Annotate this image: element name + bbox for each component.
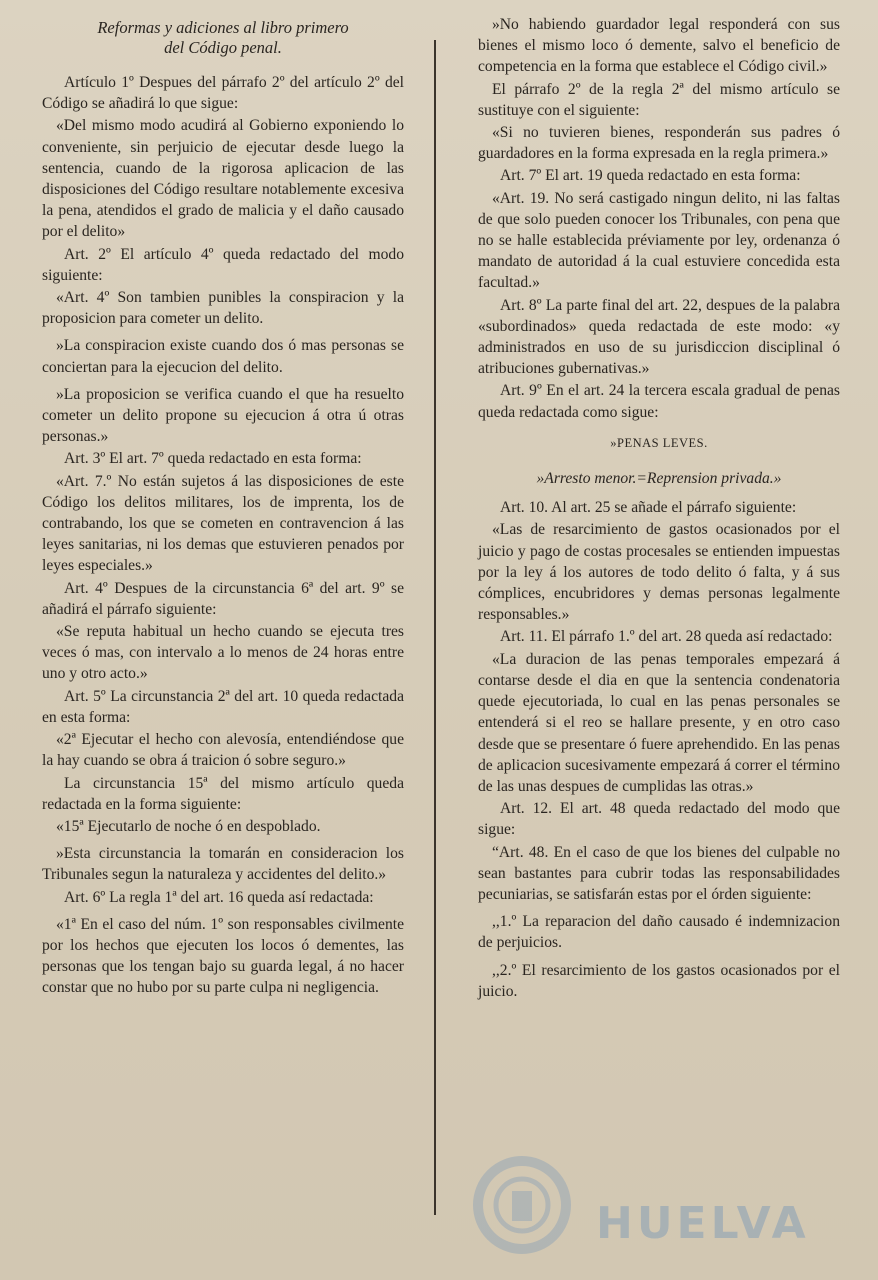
right-paragraph-3: «Si no tuvieren bienes, responderán sus padres ó guardadores en la forma expresada en la regla primera.» [478,124,840,163]
left-paragraph-10: «Se reputa habitual un hecho cuando se ejecuta tres veces ó mas, con intervalo a lo menos de 24 horas entre uno y otro acto.» [42,623,404,683]
right-paragraph-8: Art. 10. Al art. 25 se añade el párrafo siguiente: [500,499,797,517]
left-paragraph-7: Art. 3º El art. 7º queda redactado en esta forma: [64,450,362,468]
right-paragraph-9: «Las de resarcimiento de gastos ocasionados por el juicio y pago de costas procesales se entienden impuestas por la ley á los autores de todo delito ó falta, y á sus cómplices, encubridores y demas personas legalmente responsables.» [478,521,840,624]
right-paragraph-13: “Art. 48. En el caso de que los bienes del culpable no sean bastantes para cubrir todas las responsabilidades pecuniarias, se satisfarán estas por el órden siguiente: [478,843,840,903]
left-paragraph-9: Art. 4º Despues de la circunstancia 6ª del art. 9º se añadirá el párrafo siguiente: [42,579,404,618]
left-paragraph-4: «Art. 4º Son tambien punibles la conspiracion y la proposicion para cometer un delito. [42,289,404,328]
right-paragraph-11: «La duracion de las penas temporales empezará á contarse desde el dia en que la sentencia condenatoria quede ejecutoriada, lo cual en las penas personales se entenderá si el reo se hallare presente, y en otro caso desde que se presentare ó fuere aprehendido. En las penas de aplicacion sucesivamente empezará á correr el término de las unas despues de cumplidas las otras.» [478,650,840,795]
left-paragraph-13: La circunstancia 15ª del mismo artículo queda redactada en la forma siguiente: [42,774,404,813]
left-paragraph-8: «Art. 7.º No están sujetos á las disposiciones de este Código los delitos militares, los de imprenta, los de contrabando, los que se cometen en contravencion á las leyes sanitarias, ni los demas que estuvieren penados por leyes especiales.» [42,472,404,575]
right-paragraph-4: Art. 7º El art. 19 queda redactado en esta forma: [500,167,801,185]
right-paragraph-10: Art. 11. El párrafo 1.º del art. 28 queda así redactado: [500,628,833,646]
left-paragraph-17: «1ª En el caso del núm. 1º son responsables civilmente por los hechos que ejecuten los locos ó dementes, las personas que los tengan bajo su guarda legal, á no hacer constar que no hubo por su parte culpa ni negligencia. [42,915,404,997]
right-paragraph-6: Art. 8º La parte final del art. 22, despues de la palabra «subordinados» queda redactada de este modo: «y administrados en uso de su jurisdiccion disciplinal ó atribuciones gubernativas.» [478,296,840,378]
right-paragraph-14: ,,1.º La reparacion del daño causado é indemnizacion de perjuicios. [478,913,840,952]
right-paragraph-2: El párrafo 2º de la regla 2ª del mismo artículo se sustituye con el siguiente: [478,80,840,119]
section-subheading: »Arresto menor.=Reprension privada.» [536,470,782,488]
column-divider [434,40,436,1215]
right-paragraph-15: ,,2.º El resarcimiento de los gastos ocasionados por el juicio. [478,961,840,1000]
right-paragraph-7: Art. 9º En el art. 24 la tercera escala gradual de penas queda redactada como sigue: [478,382,840,421]
left-paragraph-6: »La proposicion se verifica cuando el que ha resuelto cometer un delito propone su ejecucion á otra ú otras personas.» [42,385,404,446]
left-paragraph-16: Art. 6º La regla 1ª del art. 16 queda así redactada: [64,888,374,906]
left-paragraph-2: «Del mismo modo acudirá al Gobierno exponiendo lo conveniente, sin perjuicio de ejecutar desde luego la sentencia, cuando de la rigorosa aplicacion de las disposiciones del Código resultare notablemente excesiva la pena, atendidos el grado de malicia y el daño causado por el delito» [42,117,404,241]
left-paragraph-12: «2ª Ejecutar el hecho con alevosía, entendiéndose que la hay cuando se obra á traicion ó sobre seguro.» [42,731,404,770]
right-paragraph-5: «Art. 19. No será castigado ningun delito, ni las faltas de que solo pueden conocer los Tribunales, con pena que no se halle establecida préviamente por ley, ordenanza ó mandato de autoridad á la cual estuviere concedida esta facultad.» [478,189,840,292]
left-paragraph-3: Art. 2º El artículo 4º queda redactado del modo siguiente: [42,245,404,284]
document-title [42,18,404,58]
archive-watermark-text: HUELVA [596,1198,810,1249]
right-column [478,14,840,1003]
left-paragraph-15: »Esta circunstancia la tomarán en consideracion los Tribunales segun la naturaleza y accidentes del delito.» [42,845,404,884]
title-line-1: Reformas y adiciones al libro primero [97,18,349,37]
left-paragraph-5: »La conspiracion existe cuando dos ó mas personas se conciertan para la ejecucion del delito. [42,337,404,376]
left-paragraph-1: Artículo 1º Despues del párrafo 2º del artículo 2º del Código se añadirá lo que sigue: [42,74,404,113]
left-column [42,14,404,1000]
section-heading-penas-leves: »PENAS LEVES. [610,435,708,450]
left-paragraph-14: «15ª Ejecutarlo de noche ó en despoblado. [56,817,321,835]
right-paragraph-12: Art. 12. El art. 48 queda redactado del modo que sigue: [478,800,840,839]
left-paragraph-11: Art. 5º La circunstancia 2ª del art. 10 queda redactada en esta forma: [42,687,404,726]
title-line-2: del Código penal. [164,38,282,57]
right-paragraph-1: »No habiendo guardador legal responderá con sus bienes el mismo loco ó demente, salvo el beneficio de competencia en la forma que establece el Código civil.» [478,16,840,76]
